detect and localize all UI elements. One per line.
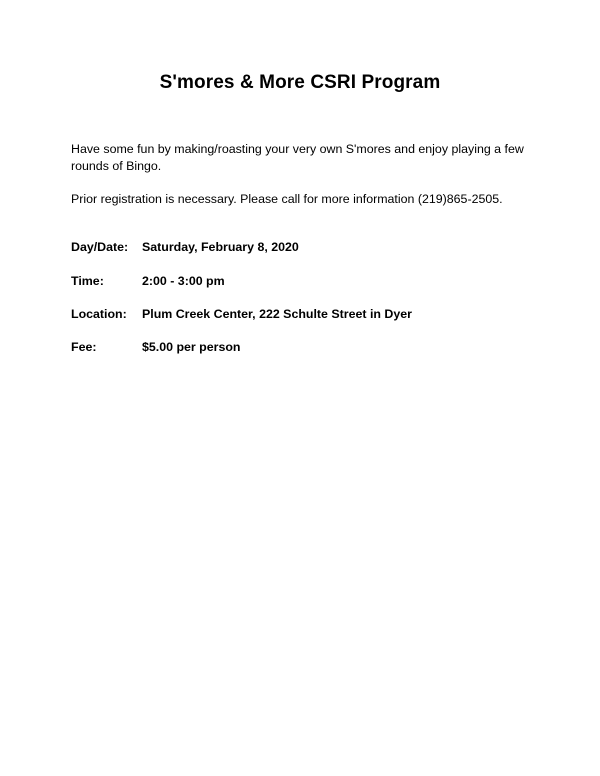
detail-label: Fee: [71, 340, 97, 354]
detail-row-fee [71, 339, 240, 356]
detail-row-date [71, 239, 299, 256]
detail-row-location [71, 306, 412, 323]
detail-label: Day/Date: [71, 240, 129, 254]
detail-value: Saturday, February 8, 2020 [142, 240, 299, 254]
registration-paragraph: Prior registration is necessary. Please call for more information (219)865-2505. [71, 192, 503, 206]
description-paragraph: Have some fun by making/roasting your very own S'mores and enjoy playing a few rounds of Bingo. [71, 142, 524, 173]
detail-value: 2:00 - 3:00 pm [142, 274, 225, 288]
detail-label: Location: [71, 307, 127, 321]
document-title: S'mores & More CSRI Program [159, 72, 441, 93]
detail-row-time [71, 273, 225, 290]
detail-value: $5.00 per person [142, 340, 241, 354]
detail-value: Plum Creek Center, 222 Schulte Street in Dyer [142, 307, 412, 321]
detail-label: Time: [71, 274, 104, 288]
